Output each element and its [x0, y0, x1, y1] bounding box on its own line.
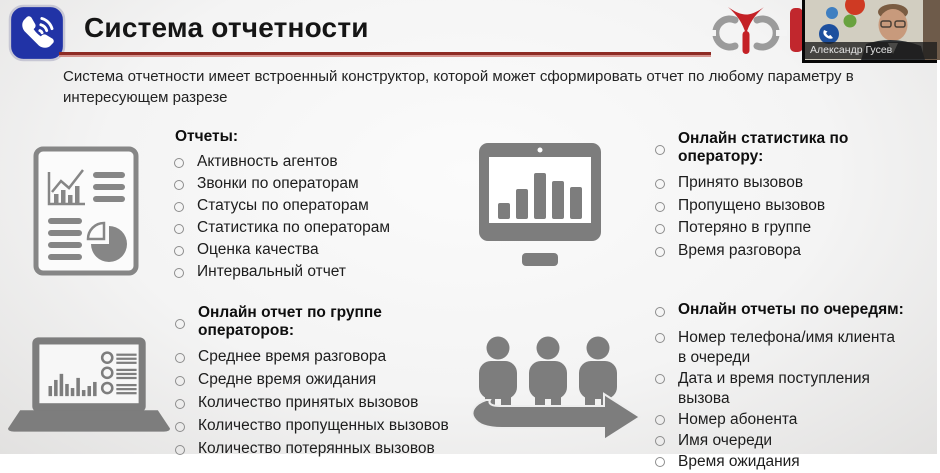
list-item	[174, 263, 474, 285]
list-item-label: Дата и время поступления вызова	[678, 370, 870, 407]
list-item	[174, 219, 474, 241]
report-document-icon	[33, 145, 139, 282]
section-queue-reports-title	[655, 301, 917, 319]
laptop-dashboard-icon	[8, 333, 170, 444]
page-title: Система отчетности	[84, 12, 369, 43]
section-reports-title	[175, 128, 474, 146]
list-item	[174, 153, 474, 175]
queue-people-arrow-icon	[464, 329, 644, 452]
bullet-icon	[655, 333, 665, 343]
bullet-icon	[655, 415, 665, 425]
bullet-icon	[655, 179, 665, 189]
call-icon	[8, 4, 66, 62]
list-item	[175, 371, 475, 394]
list-item-label: Количество принятых вызовов	[198, 394, 419, 411]
list-item	[655, 242, 930, 265]
list-item	[175, 348, 475, 371]
bullet-icon	[174, 202, 184, 212]
section-title-label: Онлайн отчет по группе операторов:	[198, 304, 382, 339]
list-item-label: Звонки по операторам	[197, 175, 359, 192]
bullet-icon	[655, 247, 665, 257]
group-report-list	[175, 348, 475, 463]
section-title-label: Онлайн отчеты по очередям:	[678, 301, 904, 318]
section-group-report	[175, 304, 475, 463]
queue-reports-list	[655, 328, 917, 472]
bullet-icon	[655, 224, 665, 234]
section-title-label: Отчеты:	[175, 128, 239, 145]
list-item	[174, 241, 474, 263]
section-reports	[174, 128, 474, 285]
bullet-icon	[655, 202, 665, 212]
bullet-icon	[655, 307, 665, 317]
bullet-icon	[655, 457, 665, 467]
bullet-icon	[175, 353, 185, 363]
presenter-name-label: Александр Гусев	[805, 42, 937, 59]
bullet-icon	[175, 319, 185, 329]
list-item	[655, 197, 930, 220]
list-item-label: Количество пропущенных вызовов	[198, 417, 449, 434]
bullet-icon	[174, 180, 184, 190]
list-item-label: Номер абонента	[678, 411, 798, 428]
list-item-label: Пропущено вызовов	[678, 196, 826, 214]
list-item-label: Среднее время разговора	[198, 348, 387, 365]
section-title-label: Онлайн статистика по оператору:	[678, 130, 849, 165]
list-item	[655, 452, 917, 472]
bullet-icon	[655, 436, 665, 446]
list-item-label: Статистика по операторам	[197, 219, 391, 236]
list-item-label: Потеряно в группе	[678, 219, 812, 236]
webcam-video[interactable]	[802, 0, 937, 63]
bullet-icon	[655, 374, 665, 384]
list-item-label: Средне время ожидания	[198, 371, 377, 388]
bullet-icon	[174, 268, 184, 278]
list-item	[174, 197, 474, 219]
intro-text: Система отчетности имеет встроенный конструктор, которой может сформировать отчет по любому параметру в интересующем разрезе	[63, 68, 854, 106]
list-item	[655, 219, 930, 242]
list-item-label: Оценка качества	[197, 241, 319, 258]
bullet-icon	[175, 445, 185, 455]
list-item	[175, 440, 475, 463]
list-item	[655, 431, 917, 451]
section-online-operator-stats	[655, 130, 930, 264]
list-item	[655, 410, 917, 430]
list-item-label: Время ожидания	[678, 453, 800, 470]
list-item-label: Время разговора	[678, 241, 801, 259]
bullet-icon	[174, 246, 184, 256]
list-item	[655, 328, 917, 368]
monitor-bar-chart-icon	[477, 141, 603, 276]
reports-list	[174, 153, 474, 285]
list-item	[175, 417, 475, 440]
list-item-label: Количество потерянных вызовов	[198, 440, 435, 457]
section-online-operator-stats-title	[655, 130, 930, 166]
company-logo-icon	[699, 2, 793, 56]
list-item-label: Активность агентов	[197, 153, 338, 170]
title-underline	[59, 52, 711, 55]
list-item	[175, 394, 475, 417]
bullet-icon	[655, 145, 665, 155]
section-group-report-title	[175, 304, 475, 340]
list-item-label: Интервальный отчет	[197, 263, 346, 280]
list-item-label: Принято вызовов	[678, 174, 804, 191]
bullet-icon	[175, 422, 185, 432]
bullet-icon	[174, 158, 184, 168]
list-item	[655, 369, 917, 409]
bullet-icon	[175, 399, 185, 409]
section-queue-reports	[655, 301, 917, 473]
list-item-label: Номер телефона/имя клиента в очереди	[678, 329, 895, 366]
list-item	[174, 175, 474, 197]
bullet-icon	[175, 376, 185, 386]
list-item-label: Имя очереди	[678, 432, 773, 449]
list-item-label: Статусы по операторам	[197, 197, 369, 214]
bullet-icon	[174, 224, 184, 234]
list-item	[655, 174, 930, 197]
operator-stats-list	[655, 174, 930, 264]
